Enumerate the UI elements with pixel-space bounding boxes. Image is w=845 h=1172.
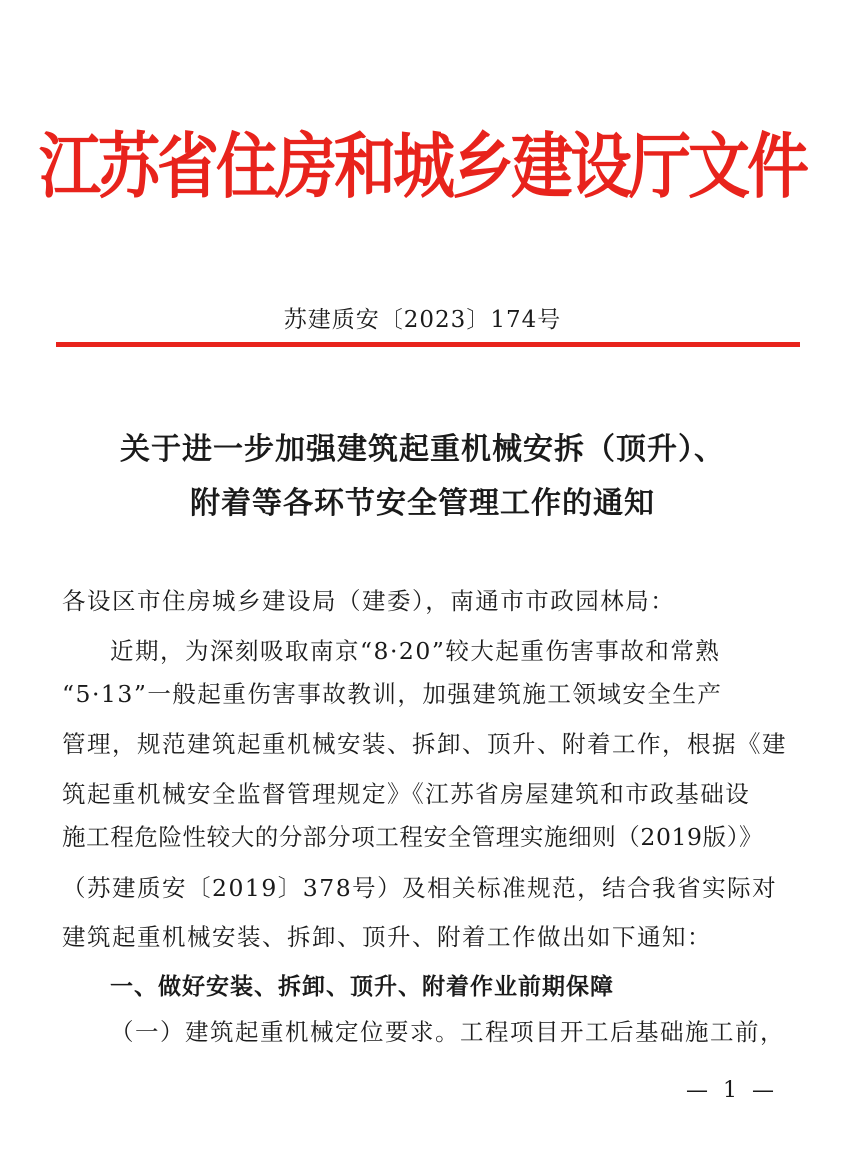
- red-divider-line: [56, 342, 800, 347]
- title-line-2: 附着等各环节安全管理工作的通知: [190, 486, 655, 521]
- body-line: 施工程危险性较大的分部分项工程安全管理实施细则（2019版）》: [62, 823, 764, 851]
- page-number: — 1 —: [686, 1078, 778, 1103]
- document-masthead: 江苏省住房和城乡建设厅文件: [38, 124, 806, 209]
- body-line: 建筑起重机械安装、拆卸、顶升、附着工作做出如下通知：: [62, 923, 712, 951]
- subsection-line: （一）建筑起重机械定位要求。工程项目开工后基础施工前，: [110, 1018, 785, 1046]
- body-line: 筑起重机械安全监督管理规定》《江苏省房屋建筑和市政基础设: [62, 780, 751, 808]
- body-line: 近期，为深刻吸取南京“8·20”较大起重伤害事故和常熟: [110, 637, 721, 665]
- body-line: （苏建质安〔2019〕378号）及相关标准规范，结合我省实际对: [62, 874, 778, 902]
- body-line: “5·13”一般起重伤害事故教训，加强建筑施工领域安全生产: [62, 680, 723, 708]
- title-line-1: 关于进一步加强建筑起重机械安拆（顶升）、: [120, 432, 725, 467]
- addressee: 各设区市住房城乡建设局（建委），南通市市政园林局：: [62, 587, 676, 615]
- section-heading: 一、做好安装、拆卸、顶升、附着作业前期保障: [110, 974, 614, 1000]
- body-line: 管理，规范建筑起重机械安装、拆卸、顶升、附着工作，根据《建: [62, 730, 787, 758]
- document-number: 苏建质安〔2023〕174号: [283, 307, 562, 333]
